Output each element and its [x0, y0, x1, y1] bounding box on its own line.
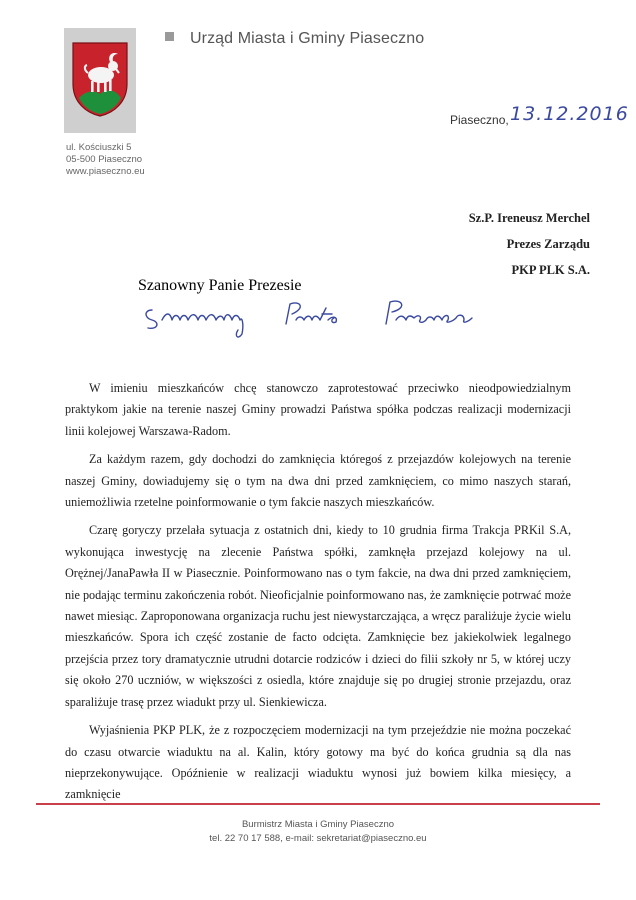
footer-rule — [36, 803, 600, 805]
letter-place: Piaseczno, — [450, 113, 509, 127]
letter-body — [65, 378, 571, 813]
footer — [0, 818, 636, 846]
recipient-position: Prezes Zarządu — [506, 237, 590, 251]
body-paragraph: Za każdym razem, gdy dochodzi do zamknięcia któregoś z przejazdów kolejowych na terenie naszej Gminy, dowiadujemy się o tym na dwa dni przed zamknięciem, co mimo naszych starań, uniemożliwia rzetelne poinformowanie o tym fakcie naszych mieszkańców. — [65, 452, 571, 510]
goat-coat-of-arms-icon — [70, 40, 130, 118]
recipient-name: Sz.P. Ireneusz Merchel — [468, 211, 590, 225]
office-address — [66, 142, 145, 178]
recipient-block — [469, 205, 590, 283]
salutation-text: Szanowny Panie Prezesie — [138, 277, 302, 294]
footer-signatory: Burmistrz Miasta i Gminy Piaseczno — [241, 819, 395, 830]
office-name: Urząd Miasta i Gminy Piaseczno — [190, 30, 425, 47]
body-paragraph: Wyjaśnienia PKP PLK, że z rozpoczęciem modernizacji na tym przejeździe nie można poczekać do czasu otwarcie wiaduktu na al. Kalin, który gotowy ma być do końca grudnia są dla nas nieprzekonywujące. Opóźnienie w realizacji wiaduktu wynosi już bowiem kilka miesięcy, a zamknięcie — [65, 723, 571, 802]
body-paragraph: Czarę goryczy przelała sytuacja z ostatnich dni, kiedy to 10 grudnia firma Trakcja PRKil S.A, wykonująca inwestycję na zlecenie Państwa spółki, zamknęła przejazd kolejowy na ul. Orężnej/JanaPawła II w Piasecznie. Poinformowano nas o tym fakcie, na dwa dni przed zamknięciem, nie podając terminu zakończenia robót. Nieoficjalnie poinformowano nas, że zamknięcie potrwać może nawet miesiąc. Zaproponowana organizacja ruchu jest niewystarczająca, a wręcz paraliżuje życie wielu mieszkańców. Spora ich część zostanie de facto odcięta. Zamknięcie bez jakiekolwiek legalnego przejścia przez tory dramatycznie utrudni dotarcie rodziców i dzieci do filii szkoły nr 5, w której uczy się około 270 uczniów, w większości z osiedla, które znajduje się po drugiej stronie przejazdu, oraz sparaliżuje trasę przez wiadukt przy ul. Sienkiewicza. — [65, 523, 571, 709]
body-paragraph: W imieniu mieszkańców chcę stanowczo zaprotestować przeciwko nieodpowiedzialnym praktykom jakie na terenie naszej Gminy prowadzi Państwa spółka podczas realizacji modernizacji linii kolejowej Warszawa-Radom. — [65, 381, 571, 438]
letterhead-marker — [165, 32, 174, 41]
handwritten-salutation — [138, 277, 498, 340]
recipient-company: PKP PLK S.A. — [511, 263, 590, 277]
handwritten-date: 13.12.2016 — [510, 103, 629, 125]
footer-contact: tel. 22 70 17 588, e-mail: sekretariat@piaseczno.eu — [209, 833, 427, 844]
address-street: ul. Kościuszki 5 — [66, 142, 132, 153]
address-website: www.piaseczno.eu — [66, 166, 145, 177]
coat-of-arms-panel — [64, 28, 136, 133]
address-postal: 05-500 Piaseczno — [66, 154, 143, 165]
